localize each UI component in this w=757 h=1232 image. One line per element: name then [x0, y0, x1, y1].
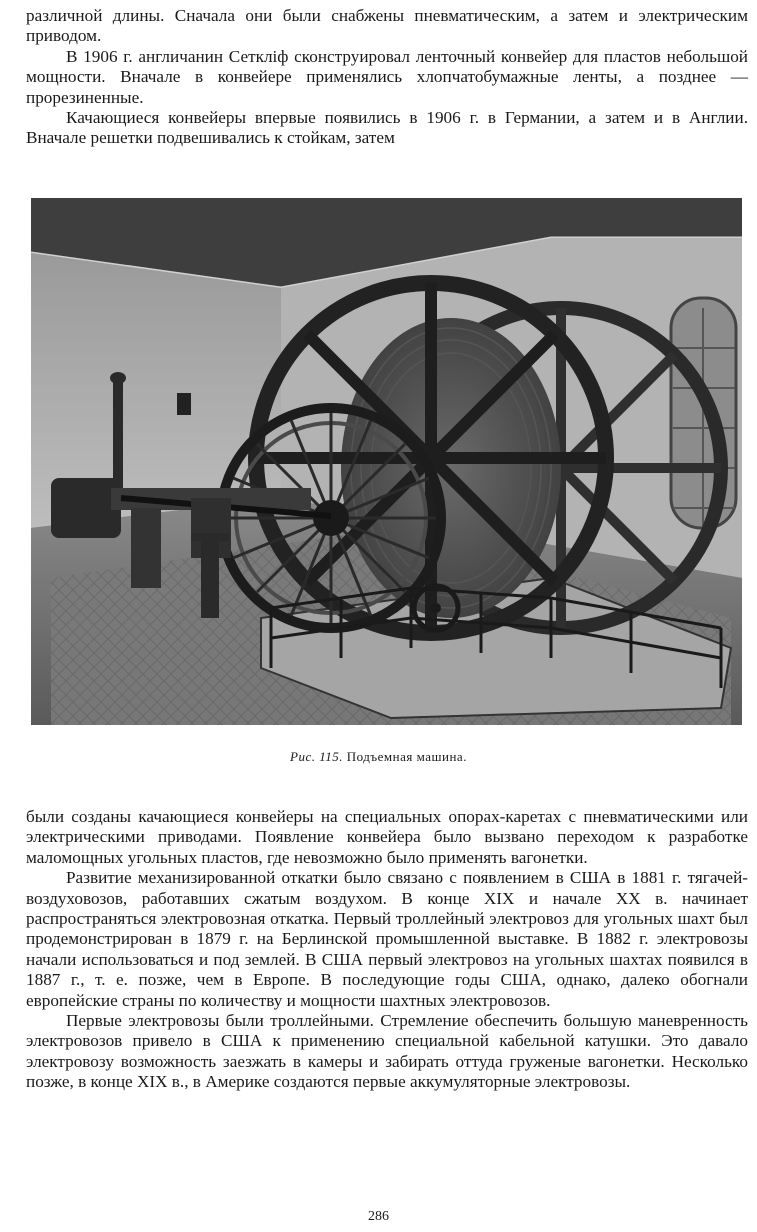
top-text-block: [26, 6, 748, 149]
figure-caption: [0, 749, 757, 765]
figure-title: Подъемная машина.: [346, 749, 467, 764]
figure-number: Рис. 115.: [290, 749, 344, 764]
paragraph-belt-conveyor: В 1906 г. англичанин Сеткліф сконструировал ленточный конвейер для пластов небольшой мощности. Вначале в конвейере применялись хлопчатобумажные ленты, а позднее — прорезиненные.: [26, 46, 748, 107]
paragraph-shaking-conveyor: Качающиеся конвейеры впервые появились в 1906 г. в Германии, а затем и в Англии. Вначале решетки подвешивались к стойкам, затем: [26, 108, 748, 148]
paragraph-shaking-conveyor-cont: были созданы качающиеся конвейеры на специальных опорах-каретах с пневматическими или электрическими приводами. Появление конвейера было вызвано переходом к разработке маломощных угольных пластов, где невозможно было применять вагонетки.: [26, 807, 748, 867]
hoisting-machine-photo: [31, 198, 742, 725]
paragraph-haulage: Развитие механизированной откатки было связано с появлением в США в 1881 г. тягачей-воздуховозов, работавших сжатым воздухом. В конце XIX и начале XX в. начинает распространяться электровозная откатка. Первый троллейный электровоз для угольных шахт был продемонстрирован в 1879 г. на Берлинской промышленной выставке. В 1882 г. электровозы начали использоваться и под землей. В США первый электровоз на угольных шахтах появился в 1887 г., т. е. позже, чем в Европе. В последующие годы США, однако, далеко обогнали европейские страны по количеству и мощности шахтных электровозов.: [26, 868, 748, 1010]
paragraph-continuation: различной длины. Сначала они были снабжены пневматическим, а затем и электрическим приводом.: [26, 6, 748, 46]
page-number: 286: [368, 1209, 389, 1224]
paragraph-trolley-locomotives: Первые электровозы были троллейными. Стремление обеспечить большую маневренность электровозов привело в США к применению специальной кабельной катушки. Это давало электровозу возможность заезжать в камеры и забирать оттуда груженые вагонетки. Несколько позже, в конце XIX в., в Америке создаются первые аккумуляторные электровозы.: [26, 1011, 748, 1092]
bottom-text-block: [26, 807, 748, 1093]
